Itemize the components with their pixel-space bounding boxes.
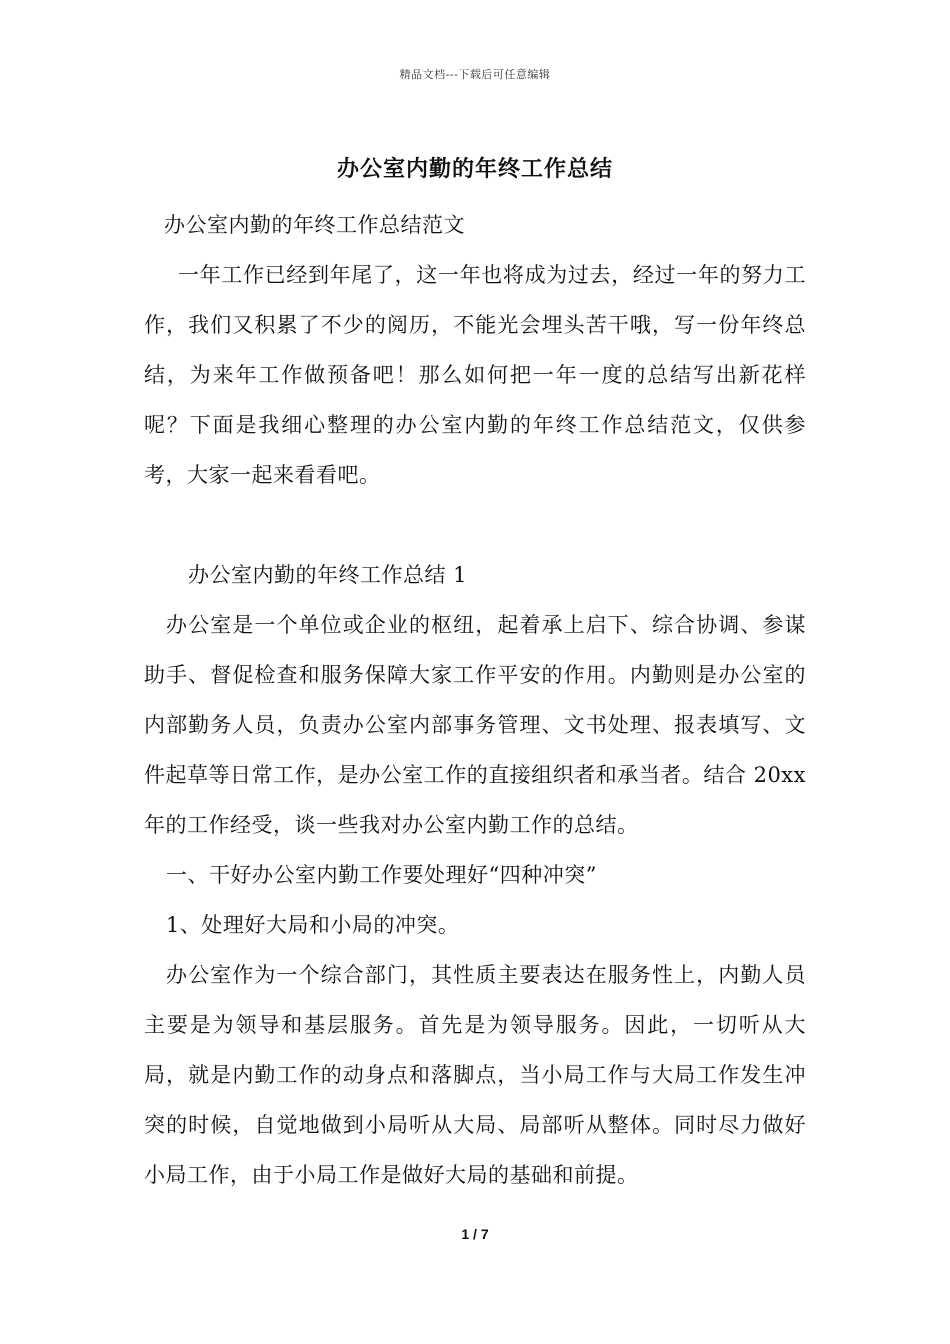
document-body bbox=[144, 200, 806, 1200]
page-number: 1 / 7 bbox=[461, 1226, 489, 1242]
section-paragraph: 办公室是一个单位或企业的枢纽，起着承上启下、综合协调、参谋助手、督促检查和服务保障大家工作平安的作用。内勤则是办公室的内部勤务人员，负责办公室内部事务管理、文书处理、报表填写、文件起草等日常工作，是办公室工作的直接组织者和承当者。结合 20xx 年的工作经受，谈一些我对办公室内勤工作的总结。 bbox=[144, 613, 806, 837]
section-heading: 办公室内勤的年终工作总结 1 bbox=[188, 563, 468, 587]
document-title: 办公室内勤的年终工作总结 bbox=[336, 156, 613, 182]
item-paragraph: 办公室作为一个综合部门，其性质主要表达在服务性上，内勤人员主要是为领导和基层服务。首先是为领导服务。因此，一切听从大局，就是内勤工作的动身点和落脚点，当小局工作与大局工作发生冲突的时候，自觉地做到小局听从大局、局部听从整体。同时尽力做好小局工作，由于小局工作是做好大局的基础和前提。 bbox=[144, 963, 806, 1187]
page-header: 精品文档---下载后可任意编辑 bbox=[399, 68, 551, 81]
item-heading: 1、处理好大局和小局的冲突。 bbox=[166, 913, 460, 937]
document-subtitle: 办公室内勤的年终工作总结范文 bbox=[164, 213, 465, 237]
intro-paragraph: 一年工作已经到年尾了，这一年也将成为过去，经过一年的努力工作，我们又积累了不少的阅历，不能光会埋头苦干哦，写一份年终总结，为来年工作做预备吧！那么如何把一年一度的总结写出新花样呢？下面是我细心整理的办公室内勤的年终工作总结范文，仅供参考，大家一起来看看吧。 bbox=[144, 263, 806, 487]
part-heading: 一、干好办公室内勤工作要处理好“四种冲突” bbox=[166, 863, 597, 887]
